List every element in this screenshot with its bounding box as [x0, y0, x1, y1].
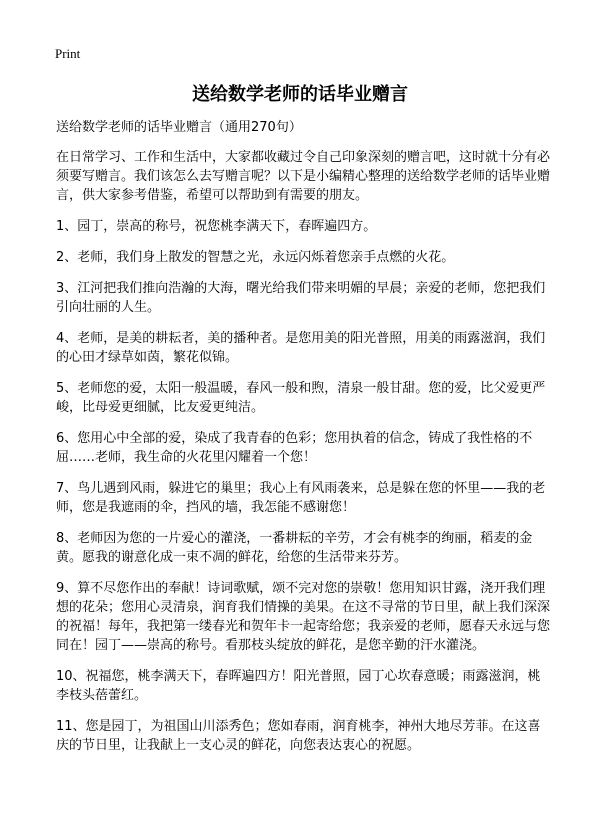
article-subtitle: 送给数学老师的话毕业赠言（通用270句）: [56, 120, 302, 135]
list-item: 5、老师您的爱，太阳一般温暖，春风一般和煦，清泉一般甘甜。您的爱，比父爱更严峻，比母爱更细腻，比友爱更纯洁。: [56, 381, 546, 415]
list-item: 6、您用心中全部的爱，染成了我青春的色彩；您用执着的信念，铸成了我性格的不屈……老师，我生命的火花里闪耀着一个您！: [56, 431, 533, 465]
page-title: 送给数学老师的话毕业赠言: [192, 84, 408, 105]
print-link[interactable]: Print: [55, 46, 81, 61]
list-item: 11、您是园丁，为祖国山川添秀色；您如春雨，润育桃李，神州大地尽芳菲。在这喜庆的节日里，让我献上一支心灵的鲜花，向您表达衷心的祝愿。: [56, 719, 541, 753]
list-item: 8、老师因为您的一片爱心的灌浇，一番耕耘的辛劳，才会有桃李的绚丽，稻麦的金黄。愿我的谢意化成一束不凋的鲜花，给您的生活带来芬芳。: [56, 531, 533, 565]
list-item: 2、老师，我们身上散发的智慧之光，永远闪烁着您亲手点燃的火花。: [56, 250, 455, 265]
article-body: [56, 118, 552, 767]
list-item: 1、园丁，崇高的称号，祝您桃李满天下，春晖遍四方。: [56, 219, 377, 234]
list-item: 4、老师，是美的耕耘者，美的播种者。是您用美的阳光普照，用美的雨露滋润，我们的心田才绿草如茵，繁花似锦。: [56, 331, 546, 365]
list-item: 10、祝福您，桃李满天下，春晖遍四方！阳光普照，园丁心坎春意暖；雨露滋润，桃李枝头蓓蕾红。: [56, 669, 541, 703]
list-item: 9、算不尽您作出的奉献！诗词歌赋，颂不完对您的崇敬！您用知识甘露，浇开我们理想的花朵；您用心灵清泉，润育我们情操的美果。在这不寻常的节日里，献上我们深深的祝福！每年，我把第一缕春光和贺年卡一起寄给您；我亲爱的老师，愿春天永远与您同在！园丁——崇高的称号。看那枝头绽放的鲜花，是您辛勤的汗水灌浇。: [56, 581, 551, 653]
list-item: 7、鸟儿遇到风雨，躲进它的巢里；我心上有风雨袭来，总是躲在您的怀里——我的老师，您是我遮雨的伞，挡风的墙，我怎能不感谢您！: [56, 481, 546, 515]
intro-paragraph: 在日常学习、工作和生活中，大家都收藏过令自己印象深刻的赠言吧，这时就十分有必须要写赠言。我们该怎么去写赠言呢？以下是小编精心整理的送给数学老师的话毕业赠言，供大家参考借鉴，希望可以帮助到有需要的朋友。: [56, 150, 551, 203]
list-item: 3、江河把我们推向浩瀚的大海，曙光给我们带来明媚的早晨；亲爱的老师，您把我们引向壮丽的人生。: [56, 281, 546, 315]
